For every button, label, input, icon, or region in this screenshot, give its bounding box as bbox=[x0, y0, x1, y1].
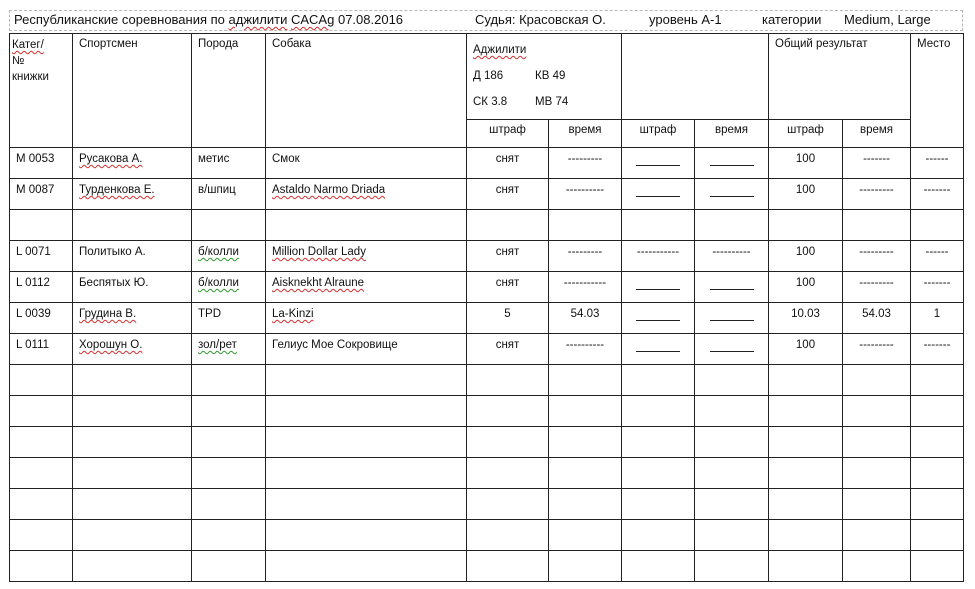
blank-line bbox=[636, 183, 680, 197]
sub-penalty-2: штраф bbox=[622, 120, 695, 148]
empty-cell bbox=[843, 551, 911, 582]
cell-time-3: --------- bbox=[843, 179, 911, 210]
cell-penalty-2 bbox=[622, 303, 695, 334]
empty-cell bbox=[769, 520, 843, 551]
sub-time-1: время bbox=[549, 120, 622, 148]
cell-penalty-1: снят bbox=[467, 179, 549, 210]
cell-penalty-2: ----------- bbox=[622, 241, 695, 272]
cell-penalty-2 bbox=[622, 272, 695, 303]
empty-cell bbox=[622, 520, 695, 551]
empty-cell bbox=[843, 489, 911, 520]
empty-cell bbox=[695, 396, 769, 427]
empty-cell bbox=[769, 365, 843, 396]
empty-cell bbox=[911, 520, 964, 551]
empty-cell bbox=[192, 458, 266, 489]
col-second-run bbox=[622, 34, 769, 120]
empty-row bbox=[10, 458, 964, 489]
cell-penalty-2 bbox=[622, 334, 695, 365]
table-row bbox=[10, 210, 964, 241]
judge-name: Судья: Красовская О. bbox=[475, 12, 606, 27]
empty-cell bbox=[695, 427, 769, 458]
col-agility bbox=[467, 34, 622, 120]
categories-values: Medium, Large bbox=[844, 12, 931, 27]
blank-line bbox=[636, 276, 680, 290]
col-athlete: Спортсмен bbox=[73, 34, 192, 148]
empty-cell bbox=[266, 365, 467, 396]
cell-category bbox=[10, 210, 73, 241]
blank-line bbox=[636, 307, 680, 321]
empty-cell bbox=[549, 427, 622, 458]
cell-category: L 0112 bbox=[10, 272, 73, 303]
empty-cell bbox=[843, 427, 911, 458]
cell-athlete: Хорошун О. bbox=[73, 334, 192, 365]
cell-time-3: ------- bbox=[843, 148, 911, 179]
cell-breed: TPD bbox=[192, 303, 266, 334]
empty-cell bbox=[467, 520, 549, 551]
cell-time-1: --------- bbox=[549, 148, 622, 179]
empty-cell bbox=[73, 551, 192, 582]
cell-penalty-1: снят bbox=[467, 272, 549, 303]
cell-breed: метис bbox=[192, 148, 266, 179]
blank-line bbox=[710, 152, 754, 166]
cell-place: ------- bbox=[911, 179, 964, 210]
blank-line bbox=[710, 307, 754, 321]
cell-penalty-3: 100 bbox=[769, 241, 843, 272]
cell-dog bbox=[266, 210, 467, 241]
agility-mv: МВ 74 bbox=[535, 96, 569, 108]
sub-time-2: время bbox=[695, 120, 769, 148]
cell-category: L 0111 bbox=[10, 334, 73, 365]
empty-cell bbox=[467, 396, 549, 427]
agility-speed: СК 3.8 bbox=[473, 96, 508, 108]
cell-time-2: ---------- bbox=[695, 241, 769, 272]
empty-row bbox=[10, 365, 964, 396]
cell-dog: Astaldo Narmo Driada bbox=[266, 179, 467, 210]
cell-breed: в/шпиц bbox=[192, 179, 266, 210]
cell-penalty-1: снят bbox=[467, 148, 549, 179]
blank-line bbox=[710, 338, 754, 352]
cell-category: M 0053 bbox=[10, 148, 73, 179]
cell-place: ------- bbox=[911, 272, 964, 303]
empty-cell bbox=[10, 551, 73, 582]
empty-cell bbox=[73, 396, 192, 427]
empty-cell bbox=[843, 520, 911, 551]
empty-cell bbox=[549, 551, 622, 582]
document-header bbox=[9, 10, 963, 31]
empty-cell bbox=[622, 396, 695, 427]
empty-cell bbox=[192, 520, 266, 551]
empty-cell bbox=[843, 365, 911, 396]
cell-time-3: 54.03 bbox=[843, 303, 911, 334]
empty-cell bbox=[10, 427, 73, 458]
empty-cell bbox=[695, 365, 769, 396]
title-date: 07.08.2016 bbox=[337, 12, 404, 27]
empty-cell bbox=[266, 396, 467, 427]
empty-cell bbox=[769, 458, 843, 489]
empty-row bbox=[10, 551, 964, 582]
empty-cell bbox=[695, 520, 769, 551]
empty-cell bbox=[911, 427, 964, 458]
empty-cell bbox=[266, 427, 467, 458]
empty-cell bbox=[549, 489, 622, 520]
cell-dog: La-Kinzi bbox=[266, 303, 467, 334]
empty-cell bbox=[10, 458, 73, 489]
empty-cell bbox=[622, 551, 695, 582]
results-table bbox=[9, 33, 964, 582]
cell-time-1: ---------- bbox=[549, 334, 622, 365]
empty-cell bbox=[73, 520, 192, 551]
cell-time-2 bbox=[695, 148, 769, 179]
title-word-cacag: CACAg bbox=[290, 12, 335, 27]
cell-penalty-3: 100 bbox=[769, 148, 843, 179]
cell-place: 1 bbox=[911, 303, 964, 334]
agility-title: Аджилити bbox=[473, 44, 527, 56]
cell-breed bbox=[192, 210, 266, 241]
cell-time-1 bbox=[549, 210, 622, 241]
empty-cell bbox=[695, 489, 769, 520]
cell-time-2 bbox=[695, 179, 769, 210]
cell-time-2 bbox=[695, 272, 769, 303]
level-label: уровень А-1 bbox=[649, 12, 722, 27]
blank-line bbox=[636, 152, 680, 166]
empty-cell bbox=[192, 489, 266, 520]
table-row bbox=[10, 179, 964, 210]
empty-cell bbox=[911, 365, 964, 396]
empty-row bbox=[10, 520, 964, 551]
cell-penalty-2 bbox=[622, 148, 695, 179]
categories-label: категории bbox=[762, 12, 822, 27]
cell-category: L 0071 bbox=[10, 241, 73, 272]
empty-cell bbox=[911, 458, 964, 489]
agility-distance: Д 186 bbox=[473, 70, 504, 82]
empty-cell bbox=[695, 458, 769, 489]
cell-breed: зол/рет bbox=[192, 334, 266, 365]
col-place: Место bbox=[911, 34, 964, 148]
table-header-row bbox=[10, 34, 964, 120]
empty-cell bbox=[622, 427, 695, 458]
cell-place: ------ bbox=[911, 241, 964, 272]
empty-cell bbox=[266, 489, 467, 520]
cell-penalty-3: 100 bbox=[769, 334, 843, 365]
empty-cell bbox=[549, 365, 622, 396]
empty-row bbox=[10, 489, 964, 520]
cell-penalty-3: 10.03 bbox=[769, 303, 843, 334]
blank-line bbox=[710, 183, 754, 197]
empty-cell bbox=[266, 551, 467, 582]
empty-cell bbox=[467, 551, 549, 582]
empty-cell bbox=[467, 365, 549, 396]
empty-cell bbox=[911, 396, 964, 427]
empty-cell bbox=[549, 520, 622, 551]
blank-line bbox=[636, 338, 680, 352]
empty-cell bbox=[73, 458, 192, 489]
empty-cell bbox=[769, 551, 843, 582]
cell-athlete bbox=[73, 210, 192, 241]
empty-cell bbox=[10, 396, 73, 427]
cell-penalty-2 bbox=[622, 210, 695, 241]
sub-penalty-3: штраф bbox=[769, 120, 843, 148]
empty-cell bbox=[467, 489, 549, 520]
empty-cell bbox=[266, 458, 467, 489]
col-breed: Порода bbox=[192, 34, 266, 148]
cell-time-1: 54.03 bbox=[549, 303, 622, 334]
empty-row bbox=[10, 427, 964, 458]
col-category: Катег/ № книжки bbox=[10, 34, 73, 148]
empty-cell bbox=[622, 458, 695, 489]
cell-dog: Aisknekht Alraune bbox=[266, 272, 467, 303]
cell-time-3: --------- bbox=[843, 334, 911, 365]
empty-cell bbox=[911, 551, 964, 582]
empty-cell bbox=[467, 427, 549, 458]
empty-cell bbox=[192, 551, 266, 582]
empty-cell bbox=[622, 365, 695, 396]
cell-penalty-3: 100 bbox=[769, 179, 843, 210]
cell-time-3 bbox=[843, 210, 911, 241]
cell-time-2 bbox=[695, 210, 769, 241]
empty-cell bbox=[467, 458, 549, 489]
cell-breed: б/колли bbox=[192, 272, 266, 303]
cell-breed: б/колли bbox=[192, 241, 266, 272]
cell-time-2 bbox=[695, 303, 769, 334]
col-dog: Собака bbox=[266, 34, 467, 148]
table-row bbox=[10, 303, 964, 334]
table-row bbox=[10, 241, 964, 272]
empty-cell bbox=[10, 365, 73, 396]
empty-cell bbox=[192, 396, 266, 427]
cell-penalty-1: снят bbox=[467, 334, 549, 365]
sub-penalty-1: штраф bbox=[467, 120, 549, 148]
table-row bbox=[10, 272, 964, 303]
cell-athlete: Турденкова Е. bbox=[73, 179, 192, 210]
cell-athlete: Грудина В. bbox=[73, 303, 192, 334]
cell-time-1: ----------- bbox=[549, 272, 622, 303]
cell-athlete: Политыко А. bbox=[73, 241, 192, 272]
empty-cell bbox=[73, 489, 192, 520]
empty-cell bbox=[266, 520, 467, 551]
empty-cell bbox=[769, 489, 843, 520]
title-prefix: Республиканские соревнования по bbox=[14, 12, 229, 27]
cell-time-3: --------- bbox=[843, 241, 911, 272]
cell-penalty-3: 100 bbox=[769, 272, 843, 303]
empty-cell bbox=[192, 365, 266, 396]
competition-title bbox=[14, 12, 403, 27]
empty-cell bbox=[549, 396, 622, 427]
cell-category: M 0087 bbox=[10, 179, 73, 210]
empty-cell bbox=[10, 520, 73, 551]
cell-dog: Million Dollar Lady bbox=[266, 241, 467, 272]
cell-category: L 0039 bbox=[10, 303, 73, 334]
cell-athlete: Русакова А. bbox=[73, 148, 192, 179]
cell-penalty-1: 5 bbox=[467, 303, 549, 334]
cell-penalty-1 bbox=[467, 210, 549, 241]
empty-cell bbox=[911, 489, 964, 520]
cell-penalty-1: снят bbox=[467, 241, 549, 272]
cell-time-1: --------- bbox=[549, 241, 622, 272]
table-row bbox=[10, 334, 964, 365]
col-overall: Общий результат bbox=[769, 34, 911, 120]
cell-time-3: --------- bbox=[843, 272, 911, 303]
empty-cell bbox=[843, 396, 911, 427]
cell-penalty-3 bbox=[769, 210, 843, 241]
cell-time-1: ---------- bbox=[549, 179, 622, 210]
empty-cell bbox=[73, 427, 192, 458]
empty-cell bbox=[10, 489, 73, 520]
empty-cell bbox=[769, 396, 843, 427]
cell-dog: Гелиус Мое Сокровище bbox=[266, 334, 467, 365]
table-row bbox=[10, 148, 964, 179]
cell-penalty-2 bbox=[622, 179, 695, 210]
cell-athlete: Беспятых Ю. bbox=[73, 272, 192, 303]
cell-time-2 bbox=[695, 334, 769, 365]
empty-cell bbox=[549, 458, 622, 489]
cell-place: ------ bbox=[911, 148, 964, 179]
cell-place bbox=[911, 210, 964, 241]
empty-cell bbox=[769, 427, 843, 458]
title-word-agility: аджилити bbox=[228, 12, 288, 27]
empty-row bbox=[10, 396, 964, 427]
cell-place: ------- bbox=[911, 334, 964, 365]
sub-time-3: время bbox=[843, 120, 911, 148]
cell-dog: Смок bbox=[266, 148, 467, 179]
empty-cell bbox=[843, 458, 911, 489]
blank-line bbox=[710, 276, 754, 290]
empty-cell bbox=[192, 427, 266, 458]
agility-kv: КВ 49 bbox=[535, 70, 566, 82]
empty-cell bbox=[622, 489, 695, 520]
empty-cell bbox=[695, 551, 769, 582]
empty-cell bbox=[73, 365, 192, 396]
